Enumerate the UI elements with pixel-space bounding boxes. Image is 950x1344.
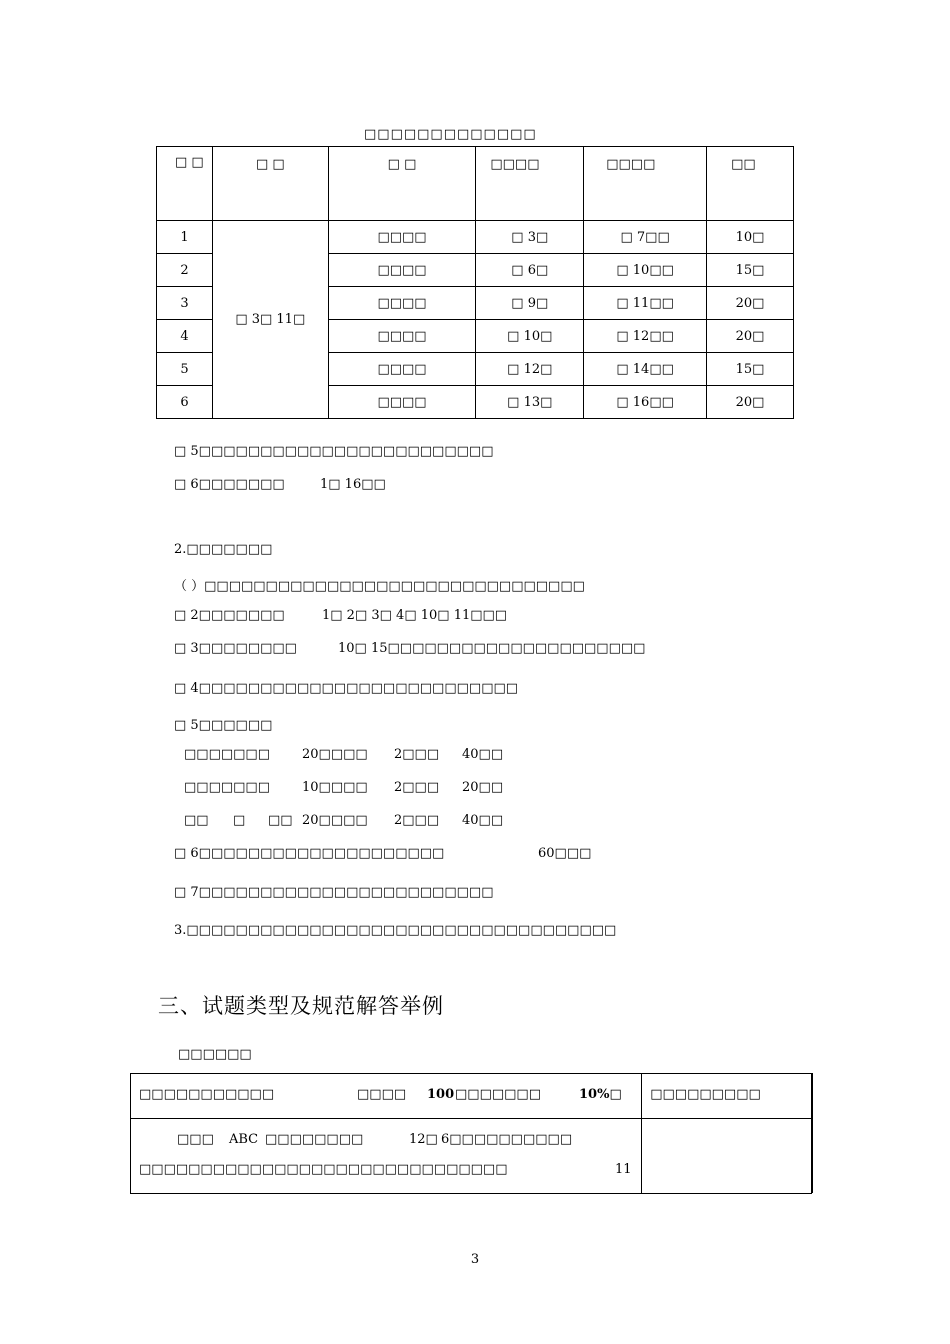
row-amount: 20□ (707, 287, 794, 320)
row-start: □ 12□ (476, 353, 584, 386)
row-number: 3 (157, 287, 213, 320)
text-line: □ 2□□□□□□□ (174, 608, 285, 623)
merged-date-cell: □ 3□ 11□ (212, 221, 328, 419)
row-end: □ 10□□ (584, 254, 707, 287)
text-line: 1□ 2□ 3□ 4□ 10□ 11□□□ (322, 608, 508, 623)
row-end: □ 12□□ (584, 320, 707, 353)
row-number: 5 (157, 353, 213, 386)
body-text-abc: ABC (229, 1132, 259, 1147)
example-body-cell (131, 1119, 642, 1194)
formula-line-2-result: 20□□ (462, 780, 504, 795)
row-start: □ 13□ (476, 386, 584, 419)
formula-line-1-value: 20□□□□ (302, 747, 368, 762)
header-cell: □□□□ (584, 147, 707, 221)
row-number: 1 (157, 221, 213, 254)
row-start: □ 3□ (476, 221, 584, 254)
body-text-2: □□□□□□□□ (265, 1132, 364, 1147)
text-line: 10□ 15□□□□□□□□□□□□□□□□□□□□□ (338, 641, 646, 656)
formula-line-1-label: □□□□□□□ (184, 747, 270, 762)
formula-line-2-factor: 2□□□ (394, 780, 440, 795)
row-amount: 20□ (707, 320, 794, 353)
body-text-6: 11 (615, 1162, 632, 1177)
formula-line-3-result: 40□□ (462, 813, 504, 828)
example-question-cell (131, 1074, 642, 1119)
formula-line-3-op: □ (233, 813, 246, 828)
text-line: □ 5□□□□□□□□□□□□□□□□□□□□□□□□ (174, 444, 494, 459)
body-text-1: □□□ (177, 1132, 214, 1147)
schedule-table (156, 146, 794, 419)
row-end: □ 11□□ (584, 287, 707, 320)
table-caption: □□□□□□□□□□□□□ (364, 127, 537, 142)
sub-label: □□□□□□ (178, 1047, 252, 1062)
formula-line-3-label2: □□ (268, 813, 293, 828)
example-table-body (131, 1119, 812, 1194)
header-cell: □ □ (157, 147, 213, 221)
formula-line-3-label: □□ (184, 813, 209, 828)
q-text-1: □□□□□□□□□□□ (139, 1087, 275, 1102)
row-start: □ 6□ (476, 254, 584, 287)
table-row (157, 221, 794, 254)
row-name: □□□□ (328, 287, 476, 320)
text-line: （ ）□□□□□□□□□□□□□□□□□□□□□□□□□□□□□□□ (174, 579, 585, 594)
row-number: 4 (157, 320, 213, 353)
row-name: □□□□ (328, 353, 476, 386)
formula-line-2-value: 10□□□□ (302, 780, 368, 795)
body-text-5: □□□□□□□□□□□□□□□□□□□□□□□□□□□□□□ (139, 1162, 508, 1177)
row-end: □ 7□□ (584, 221, 707, 254)
section-heading: 三、试题类型及规范解答举例 (158, 994, 444, 1018)
row-start: □ 10□ (476, 320, 584, 353)
table-header-row (157, 147, 794, 221)
section-label: 3.□□□□□□□□□□□□□□□□□□□□□□□□□□□□□□□□□□□ (174, 923, 617, 938)
q-text-2: □□□□ (357, 1087, 407, 1102)
example-table (130, 1073, 812, 1194)
answer-header-text: □□□□□□□□□ (650, 1087, 761, 1102)
body-text-3: 12□ (409, 1132, 438, 1147)
row-amount: 20□ (707, 386, 794, 419)
row-name: □□□□ (328, 254, 476, 287)
header-cell: □□ (707, 147, 794, 221)
text-line: 1□ 16□□ (320, 477, 386, 492)
formula-line-1-factor: 2□□□ (394, 747, 440, 762)
q-text-3: □□□□□□□ (455, 1087, 541, 1102)
example-table-header (131, 1074, 812, 1119)
row-amount: 10□ (707, 221, 794, 254)
example-answer-cell (642, 1119, 812, 1194)
row-amount: 15□ (707, 353, 794, 386)
page-number: 3 (470, 1252, 480, 1267)
text-line: □ 7□□□□□□□□□□□□□□□□□□□□□□□□ (174, 885, 494, 900)
formula-line-2-label: □□□□□□□ (184, 780, 270, 795)
text-line: 60□□□ (538, 846, 592, 861)
formula-line-1-result: 40□□ (462, 747, 504, 762)
text-line: □ 3□□□□□□□□ (174, 641, 297, 656)
q-value-100: 100 (427, 1087, 455, 1102)
row-name: □□□□ (328, 221, 476, 254)
text-line: □ 4□□□□□□□□□□□□□□□□□□□□□□□□□□ (174, 681, 519, 696)
body-text-4: 6□□□□□□□□□□ (441, 1132, 573, 1147)
formula-line-3-factor: 2□□□ (394, 813, 440, 828)
row-number: 6 (157, 386, 213, 419)
row-start: □ 9□ (476, 287, 584, 320)
example-answer-header (642, 1074, 812, 1119)
header-cell: □□□□ (476, 147, 584, 221)
row-name: □□□□ (328, 386, 476, 419)
row-number: 2 (157, 254, 213, 287)
section-label: 2.□□□□□□□ (174, 542, 273, 557)
text-line: □ 6□□□□□□□ (174, 477, 285, 492)
row-amount: 15□ (707, 254, 794, 287)
row-end: □ 16□□ (584, 386, 707, 419)
header-cell: □ □ (212, 147, 328, 221)
text-line: □ 6□□□□□□□□□□□□□□□□□□□□ (174, 846, 445, 861)
q-percent: 10%□ (579, 1087, 622, 1102)
text-line: □ 5□□□□□□ (174, 718, 273, 733)
row-end: □ 14□□ (584, 353, 707, 386)
table-edge-line (812, 1073, 813, 1193)
row-name: □□□□ (328, 320, 476, 353)
formula-line-3-value: 20□□□□ (302, 813, 368, 828)
header-cell: □ □ (328, 147, 476, 221)
